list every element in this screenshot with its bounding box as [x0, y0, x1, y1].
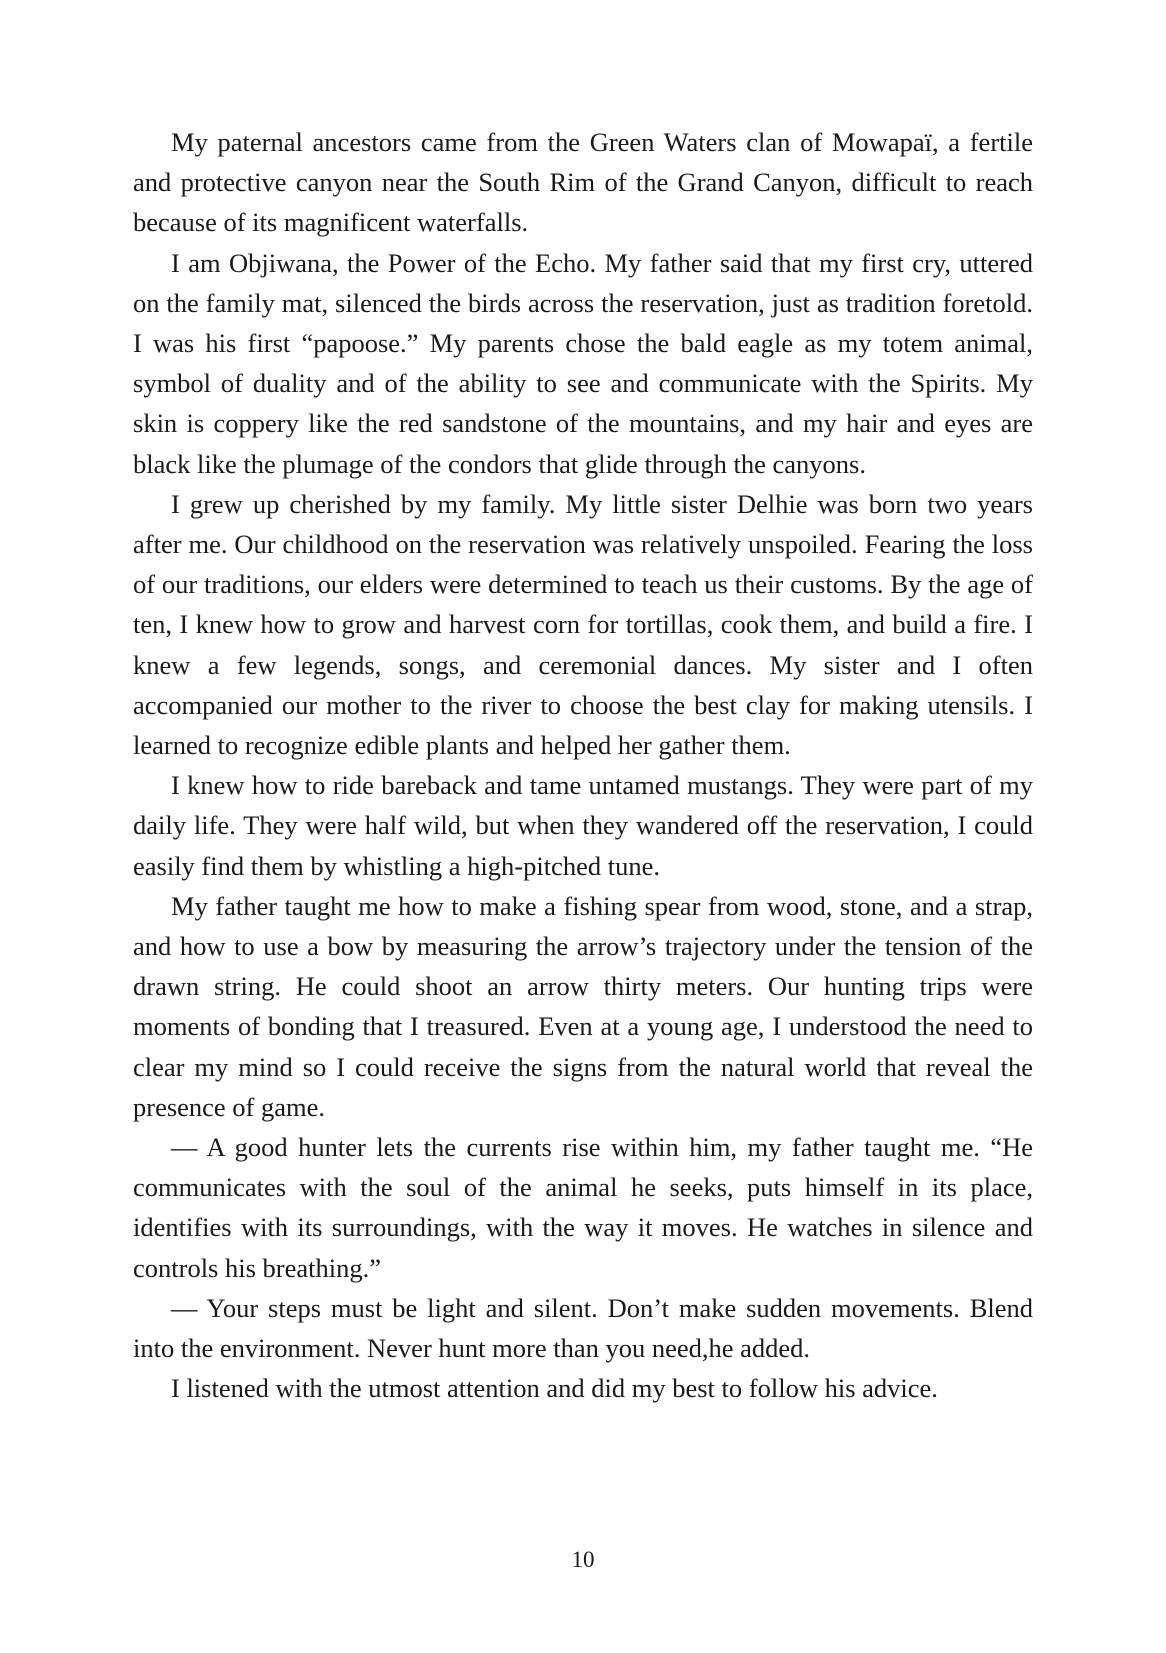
paragraph-hunting: My father taught me how to make a fishing spear from wood, stone, and a strap, and how to use a bow by measuring the arrow’s trajectory under the tension of the drawn string. He could shoot an arrow thirty meters. Our hunting trips were moments of bonding that I treasured. Even at a young age, I understood the need to clear my mind so I could receive the signs from the natural world that reveal the presence of game. — [133, 890, 1033, 1122]
paragraph-mustangs: I knew how to ride bareback and tame untamed mustangs. They were part of my daily life. They were half wild, but when they wandered off the reservation, I could easily find them by whistling a high-pitched tune. — [133, 770, 1033, 881]
paragraph-dialogue-steps: — Your steps must be light and silent. Don’t make sudden movements. Blend into the environment. Never hunt more than you need,he added. — [133, 1292, 1033, 1364]
paragraph-advice: I listened with the utmost attention and did my best to follow his advice. — [171, 1373, 938, 1404]
paragraph-ancestors: My paternal ancestors came from the Green Waters clan of Mowapaï, a fertile and protective canyon near the South Rim of the Grand Canyon, difficult to reach because of its magnificent waterfalls. — [133, 127, 1033, 238]
paragraph-childhood: I grew up cherished by my family. My little sister Delhie was born two years after me. Our childhood on the reservation was relatively unspoiled. Fearing the loss of our traditions, our elders were determined to teach us their customs. By the age of ten, I knew how to grow and harvest corn for tortillas, cook them, and build a fire. I knew a few legends, songs, and ceremonial dances. My sister and I often accompanied our mother to the river to choose the best clay for making utensils. I learned to recognize edible plants and helped her gather them. — [133, 488, 1033, 761]
body-text — [133, 122, 1033, 1409]
paragraph-dialogue-hunter: — A good hunter lets the currents rise within him, my father taught me. “He communicates with the soul of the animal he seeks, puts himself in its place, identifies with its surroundings, with the way it moves. He watches in silence and controls his breathing.” — [133, 1132, 1033, 1283]
paragraph-objiwana: I am Objiwana, the Power of the Echo. My father said that my first cry, uttered on the family mat, silenced the birds across the reservation, just as tradition foretold. I was his first “papoose.” My parents chose the bald eagle as my totem animal, symbol of duality and of the ability to see and communicate with the Spirits. My skin is coppery like the red sandstone of the mountains, and my hair and eyes are black like the plumage of the condors that glide through the canyons. — [133, 247, 1033, 479]
page-number: 10 — [571, 1547, 595, 1572]
